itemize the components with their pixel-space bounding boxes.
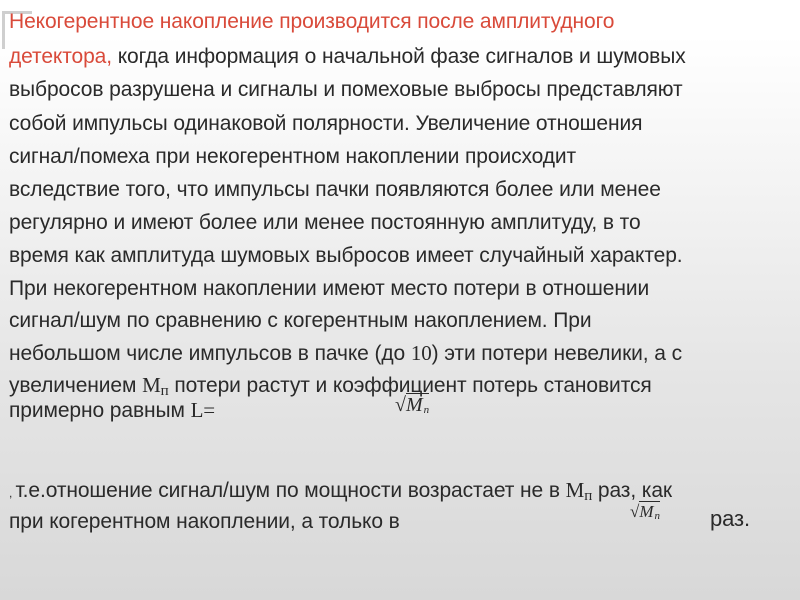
formula-sub-2: n xyxy=(654,510,661,522)
text-line-6: вследствие того, что импульсы пачки появляются более или менее xyxy=(9,178,661,201)
text-line-3: выбросов разрушена и сигналы и помеховые выбросы представляют xyxy=(9,78,683,101)
text-line-11-b: ) эти потери невелики, а с xyxy=(431,342,682,365)
text-line-8: время как амплитуда шумовых выбросов имеет случайный характер. xyxy=(9,244,683,267)
text-line-11 xyxy=(9,340,682,367)
text-line-7: регулярно и имеют более или менее постоянную амплитуду, в то xyxy=(9,211,641,234)
text-line-13-a: примерно равным xyxy=(9,399,191,422)
text-line-13 xyxy=(9,397,215,424)
text-lead-red: Некогерентное накопление производится после амплитудного xyxy=(9,10,615,33)
text-line-4: собой импульсы одинаковой полярности. Увеличение отношения xyxy=(9,112,643,135)
text-line-9: При некогерентном накоплении имеют место потери в отношении xyxy=(9,277,650,300)
corner-mark-vertical xyxy=(2,11,5,49)
text-line-14-b: раз, как xyxy=(592,479,673,502)
text-line-2 xyxy=(9,44,686,70)
text-line-2-rest: когда информация о начальной фазе сигналов и шумовых xyxy=(111,45,686,68)
pulse-count-number: 10 xyxy=(410,341,432,365)
radical-sign: √ xyxy=(395,394,406,416)
text-line-12-a: увеличением xyxy=(9,374,143,397)
text-line-12-b: потери растут и коэффициент потерь становится xyxy=(168,374,652,397)
sqrt-formula-1 xyxy=(395,394,429,417)
formula-sub: n xyxy=(423,404,430,416)
text-line-1 xyxy=(9,9,614,35)
symbol-M: M xyxy=(142,373,161,397)
symbol-M-subscript: п xyxy=(160,383,169,399)
symbol-M-2-subscript: п xyxy=(584,488,593,504)
radical-sign-2: √ xyxy=(630,502,640,521)
text-line-15: при когерентном накоплении, а только в xyxy=(9,510,400,533)
symbol-M-2: M xyxy=(565,478,585,502)
text-line-10: сигнал/шум по сравнению с когерентным накоплением. При xyxy=(9,309,592,332)
text-ending-raz: раз. xyxy=(710,506,751,531)
formula-var-2: M xyxy=(639,502,654,521)
text-line-11-a: небольшом числе импульсов в пачке (до xyxy=(9,342,411,365)
text-line-5: сигнал/помеха при некогерентном накоплении происходит xyxy=(9,145,577,168)
formula-var: M xyxy=(405,394,423,416)
text-line-14 xyxy=(9,477,672,509)
lead-comma: , xyxy=(9,486,16,500)
symbol-L-equals: L= xyxy=(190,398,216,422)
text-line-14-a: т.е.отношение сигнал/шум по мощности возрастает не в xyxy=(15,479,566,502)
text-lead-red-tail: детектора, xyxy=(9,45,112,68)
sqrt-formula-2 xyxy=(630,502,660,522)
